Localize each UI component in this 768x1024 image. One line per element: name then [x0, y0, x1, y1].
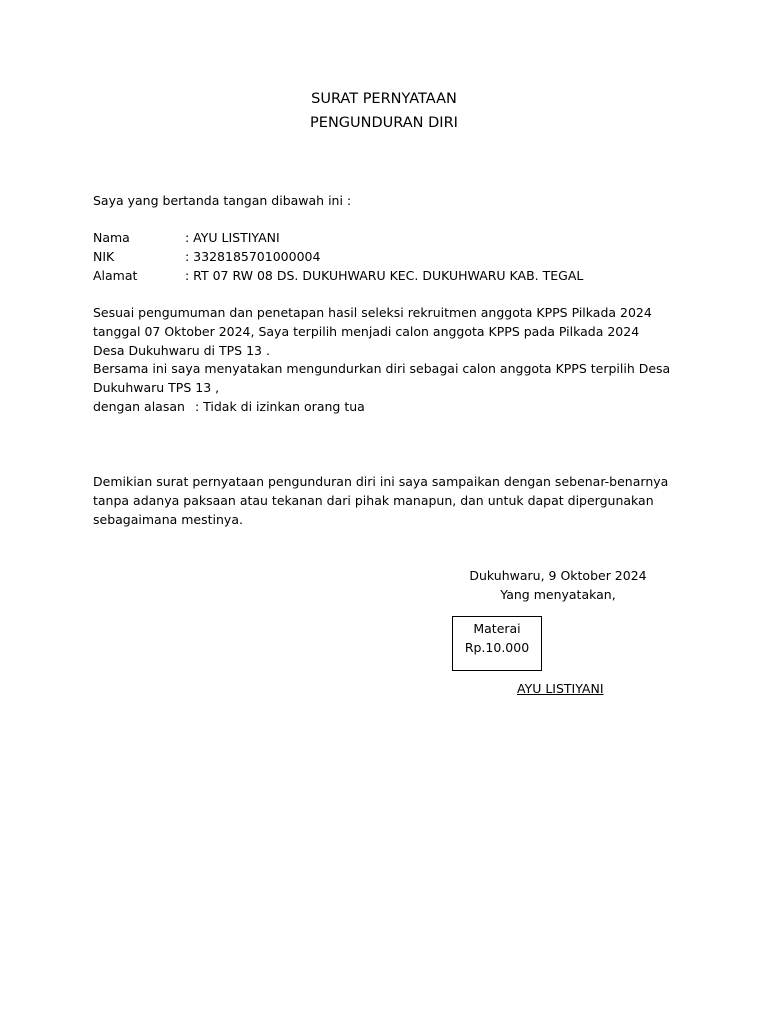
body-paragraph-1 — [93, 303, 673, 360]
stamp-duty-box — [452, 616, 542, 671]
body-paragraph-1-text: Sesuai pengumuman dan penetapan hasil seleksi rekruitmen anggota KPPS Pilkada 2024 tanggal 07 Oktober 2024, Saya terpilih menjadi calon anggota KPPS pada Pilkada 2024 Desa Dukuhwaru di TPS 13 . — [93, 305, 652, 358]
intro-text: Saya yang bertanda tangan dibawah ini : — [93, 193, 352, 208]
field-nik — [93, 247, 320, 266]
field-nama-label: Nama — [93, 230, 130, 245]
stamp-duty-amount: Rp.10.000 — [464, 640, 530, 655]
field-alamat-value: : RT 07 RW 08 DS. DUKUHWARU KEC. DUKUHWARU KAB. TEGAL — [185, 268, 584, 283]
closing-paragraph — [93, 472, 673, 529]
field-alamat-label: Alamat — [93, 268, 138, 283]
stamp-duty-label: Materai — [473, 621, 521, 636]
reason-label: dengan alasan — [93, 399, 185, 414]
document-title-line-1: SURAT PERNYATAAN — [311, 91, 457, 107]
field-alamat — [93, 266, 583, 285]
body-paragraph-2 — [93, 359, 673, 397]
signature-statement: Yang menyatakan, — [500, 587, 616, 602]
reason-value: : Tidak di izinkan orang tua — [194, 399, 365, 414]
signature-name: AYU LISTIYANI — [517, 681, 604, 696]
closing-text: Demikian surat pernyataan pengunduran diri ini saya sampaikan dengan sebenar-benarnya tanpa adanya paksaan atau tekanan dari pihak manapun, dan untuk dapat dipergunakan sebagaimana mestinya. — [93, 474, 669, 527]
body-paragraph-2-text: Bersama ini saya menyatakan mengundurkan diri sebagai calon anggota KPPS terpilih Desa Dukuhwaru TPS 13 , — [93, 361, 671, 395]
reason-line — [93, 397, 365, 416]
document-title-line-2: PENGUNDURAN DIRI — [310, 115, 458, 131]
signature-place-date: Dukuhwaru, 9 Oktober 2024 — [469, 568, 647, 583]
field-nama — [93, 228, 280, 247]
field-nik-value: : 3328185701000004 — [185, 249, 321, 264]
field-nama-value: : AYU LISTIYANI — [185, 230, 280, 245]
field-nik-label: NIK — [93, 249, 115, 264]
